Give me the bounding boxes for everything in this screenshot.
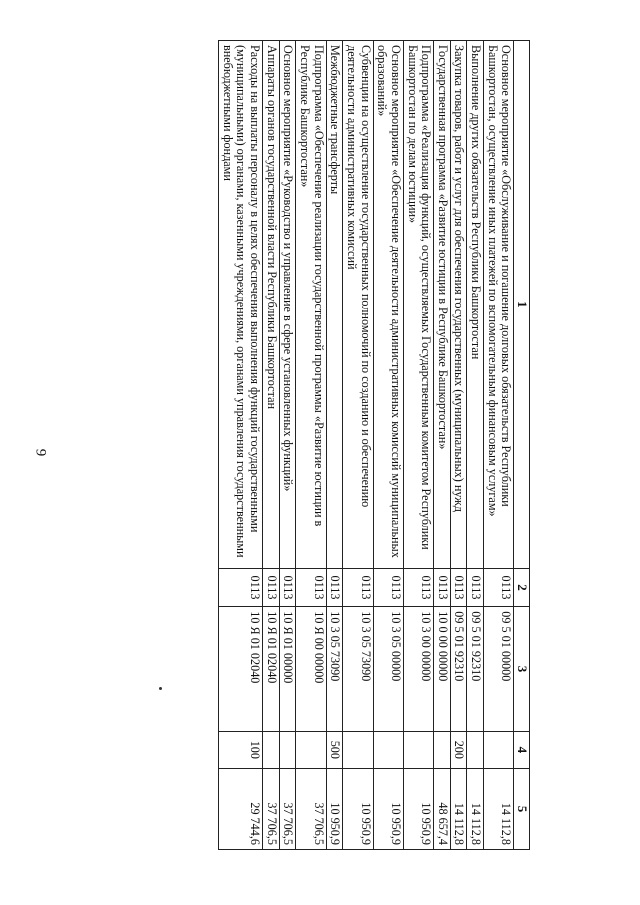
- table-row: [434, 41, 451, 850]
- table-row: [296, 41, 326, 850]
- row-section-code: 0113: [279, 568, 296, 607]
- row-section-code: 0113: [343, 568, 373, 607]
- table-header-row: [514, 41, 530, 850]
- table-row: [484, 41, 514, 850]
- row-target-article: 10 Я 01 02040: [262, 607, 279, 731]
- row-name: Основное мероприятие «Обслуживание и погашение долговых обязательств Республики Башкортостан, осуществление иных платежей по вспомогательным финансовым услугам»: [484, 41, 514, 569]
- row-section-code: 0113: [434, 568, 451, 607]
- row-amount: 10 950,9: [373, 769, 403, 850]
- table-row: [218, 41, 262, 850]
- row-expense-type: [343, 731, 373, 768]
- row-expense-type: [262, 731, 279, 768]
- row-amount: 14 112,8: [467, 769, 484, 850]
- row-name: Подпрограмма «Обеспечение реализации государственной программы «Развитие юстиции в Республике Башкортостан»: [296, 41, 326, 569]
- row-section-code: 0113: [484, 568, 514, 607]
- row-target-article: 09 5 01 92310: [450, 607, 467, 731]
- row-section-code: 0113: [467, 568, 484, 607]
- row-name: Основное мероприятие «Руководство и управление в сфере установленных функций»: [279, 41, 296, 569]
- row-expense-type: [484, 731, 514, 768]
- row-name: Основное мероприятие «Обеспечение деятельности административных комиссий муниципальных образований»: [373, 41, 403, 569]
- table-row: [343, 41, 373, 850]
- row-name: Расходы на выплаты персоналу в целях обеспечения выполнения функций государственными (муниципальными) органами, казенными учреждениями, органами управления государственными внебюджетными фондами: [218, 41, 262, 569]
- header-col-4: 4: [514, 731, 530, 768]
- table-row: [373, 41, 403, 850]
- row-section-code: 0113: [218, 568, 262, 607]
- table-row: [262, 41, 279, 850]
- row-amount: 10 950,9: [326, 769, 343, 850]
- row-expense-type: [373, 731, 403, 768]
- row-target-article: 10 3 05 00000: [373, 607, 403, 731]
- row-expense-type: 500: [326, 731, 343, 768]
- row-amount: 37 706,5: [262, 769, 279, 850]
- row-section-code: 0113: [450, 568, 467, 607]
- row-target-article: 10 Я 01 02040: [218, 607, 262, 731]
- row-amount: 37 706,5: [296, 769, 326, 850]
- header-col-5: 5: [514, 769, 530, 850]
- row-amount: 10 950,9: [403, 769, 433, 850]
- row-amount: 14 112,8: [484, 769, 514, 850]
- row-name: Закупка товаров, работ и услуг для обеспечения государственных (муниципальных) нужд: [450, 41, 467, 569]
- table-row: [450, 41, 467, 850]
- row-name: Подпрограмма «Реализация функций, осуществляемых Государственным комитетом Республики Башкортостан по делам юстиции»: [403, 41, 433, 569]
- row-amount: 37 706,5: [279, 769, 296, 850]
- row-target-article: 10 3 05 73090: [326, 607, 343, 731]
- row-expense-type: 100: [218, 731, 262, 768]
- row-expense-type: [296, 731, 326, 768]
- table-row: [326, 41, 343, 850]
- row-target-article: 09 5 01 00000: [484, 607, 514, 731]
- row-amount: 14 112,8: [450, 769, 467, 850]
- row-name: Выполнение других обязательств Республики Башкортостан: [467, 41, 484, 569]
- budget-table: [218, 40, 530, 850]
- row-amount: 10 950,9: [343, 769, 373, 850]
- row-name: Государственная программа «Развитие юстиции в Республике Башкортостан»: [434, 41, 451, 569]
- row-target-article: 10 3 00 00000: [403, 607, 433, 731]
- row-target-article: 10 Я 01 00000: [279, 607, 296, 731]
- row-amount: 29 744,6: [218, 769, 262, 850]
- header-col-3: 3: [514, 607, 530, 731]
- rotated-table-page: [90, 40, 530, 850]
- row-section-code: 0113: [326, 568, 343, 607]
- row-name: Аппараты органов государственной власти Республики Башкортостан: [262, 41, 279, 569]
- row-expense-type: [403, 731, 433, 768]
- table-row: [403, 41, 433, 850]
- row-expense-type: [279, 731, 296, 768]
- row-section-code: 0113: [262, 568, 279, 607]
- page-number: 9: [32, 448, 49, 457]
- row-expense-type: [467, 731, 484, 768]
- row-target-article: 10 Я 00 00000: [296, 607, 326, 731]
- row-expense-type: [434, 731, 451, 768]
- row-name: Субвенции на осуществление государственных полномочий по созданию и обеспечению деятельности административных комиссий: [343, 41, 373, 569]
- row-section-code: 0113: [296, 568, 326, 607]
- row-target-article: 10 3 05 73090: [343, 607, 373, 731]
- row-target-article: 09 5 01 92310: [467, 607, 484, 731]
- header-col-2: 2: [514, 568, 530, 607]
- row-name: Межбюджетные трансферты: [326, 41, 343, 569]
- row-expense-type: 200: [450, 731, 467, 768]
- table-row: [279, 41, 296, 850]
- row-section-code: 0113: [373, 568, 403, 607]
- header-col-1: 1: [514, 41, 530, 569]
- row-target-article: 10 0 00 00000: [434, 607, 451, 731]
- table-row: [467, 41, 484, 850]
- row-amount: 48 657,4: [434, 769, 451, 850]
- row-section-code: 0113: [403, 568, 433, 607]
